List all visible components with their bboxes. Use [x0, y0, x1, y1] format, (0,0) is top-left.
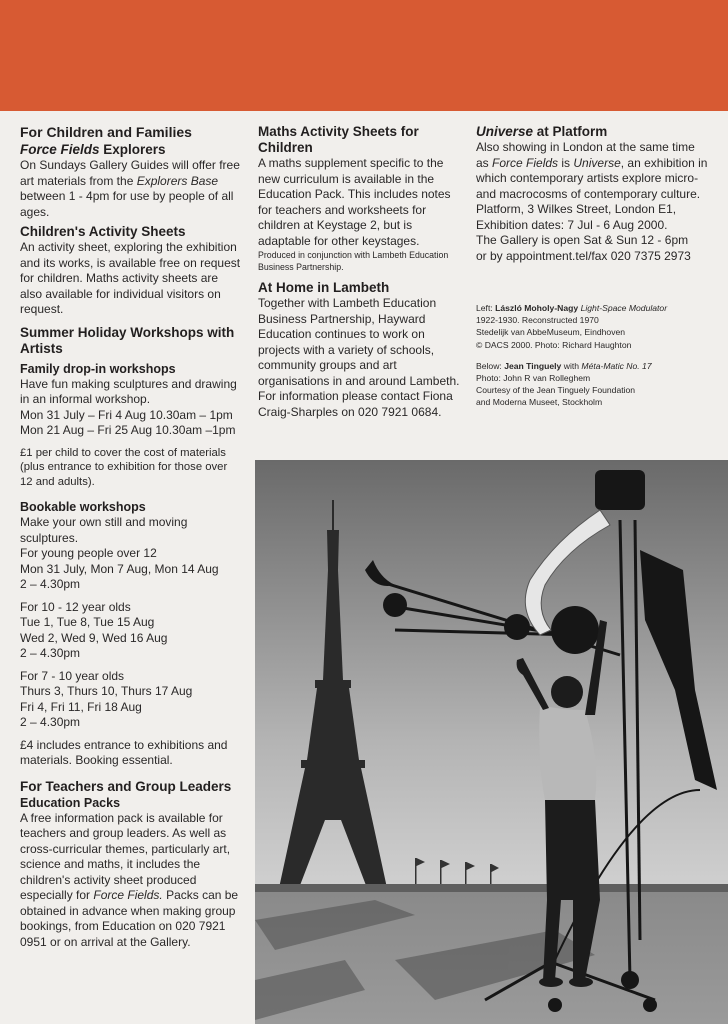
family-dates-2: Mon 21 Aug – Fri 25 Aug 10.30am –1pm: [20, 423, 236, 437]
age-10-12-time: 2 – 4.30pm: [20, 646, 81, 660]
photo-eiffel-tower-tinguely: [255, 460, 728, 1024]
header-color-band: [0, 0, 728, 111]
family-drop-in-text: Have fun making sculptures and drawing in an informal workshop.: [20, 376, 237, 406]
lambeth-text: Together with Lambeth Education Business Partnership, Hayward Education continues to work on projects with a variety of schools, community groups and art organisations in and around Lambeth. For information please contact Fiona Craig-Sharples on 020 7921 0684.: [258, 296, 460, 419]
young-people-dates: Mon 31 July, Mon 7 Aug, Mon 14 Aug: [20, 561, 219, 576]
heading-children-families: For Children and Families: [20, 124, 192, 140]
caption-moholy-nagy: Left: László Moholy-Nagy Light-Space Modulator 1922-1930. Reconstructed 1970 Stedelijk van AbbeMuseum, Eindhoven © DACS 2000. Photo: Richard Haughton: [476, 303, 668, 350]
age-10-12-dates-1: Tue 1, Tue 8, Tue 15 Aug: [20, 615, 155, 629]
column-children-families: [20, 124, 242, 950]
heading-teachers: For Teachers and Group Leaders: [20, 778, 232, 794]
young-people-label: For young people over 12: [20, 546, 157, 560]
subheading-education-packs: Education Packs: [20, 795, 121, 810]
maths-sheets-credit: Produced in conjunction with Lambeth Education Business Partnership.: [258, 250, 449, 273]
family-price: £1 per child to cover the cost of materials (plus entrance to exhibition for those over 12 and adults).: [20, 446, 228, 488]
age-10-12-label: For 10 - 12 year olds: [20, 599, 131, 614]
activity-sheets-text: An activity sheet, exploring the exhibition and its works, is available free on request for children. Maths activity sheets are also available for individual visitors on request.: [20, 240, 241, 316]
heading-maths-sheets: Maths Activity Sheets for Children: [258, 124, 419, 155]
subheading-explorers: Force Fields Explorers: [20, 142, 166, 157]
universe-address: Platform, 3 Wilkes Street, London E1,: [476, 202, 677, 216]
heading-activity-sheets: Children's Activity Sheets: [20, 224, 186, 239]
explorers-text: On Sundays Gallery Guides will offer free art materials from the Explorers Base between 1 - 4pm for use by people of all ages.: [20, 158, 240, 219]
universe-dates: Exhibition dates: 7 Jul - 6 Aug 2000.: [476, 217, 668, 232]
age-7-10-time: 2 – 4.30pm: [20, 715, 81, 729]
universe-opening: The Gallery is open Sat & Sun 12 - 6pm: [476, 233, 689, 247]
age-7-10-label: For 7 - 10 year olds: [20, 668, 125, 683]
age-10-12-dates-2: Wed 2, Wed 9, Wed 16 Aug: [20, 630, 168, 645]
subheading-bookable: Bookable workshops: [20, 500, 146, 514]
universe-text: Also showing in London at the same time as Force Fields is Universe, an exhibition in which contemporary artists explore micro- and macrocosms of contemporary culture.: [476, 140, 708, 201]
heading-at-home-lambeth: At Home in Lambeth: [258, 280, 390, 296]
family-dates-1: Mon 31 July – Fri 4 Aug 10.30am – 1pm: [20, 407, 233, 422]
maths-sheets-text: A maths supplement specific to the new curriculum is available in the Education Pack. This includes notes for teachers and worksheets for children at Keystage 2, but is adaptable for other keystages.: [258, 156, 451, 248]
caption-tinguely: Below: Jean Tinguely with Méta-Matic No. 17 Photo: John R van Rolleghem Courtesy of the Jean Tinguely Foundation and Moderna Museet, Stockholm: [476, 360, 652, 408]
heading-universe: Universe at Platform: [476, 124, 608, 139]
young-people-time: 2 – 4.30pm: [20, 577, 81, 591]
education-packs-text: A free information pack is available for teachers and group leaders. As well as cross-curricular themes, particularly art, science and maths, it includes the children's activity sheet produced especially for Force Fields. Packs can be obtained in advance when making group bookings, from Education on 020 7921 0951 or on arrival at the Gallery.: [20, 810, 239, 949]
age-7-10-dates-2: Fri 4, Fri 11, Fri 18 Aug: [20, 699, 142, 714]
column-universe: [476, 124, 710, 409]
column-maths-lambeth: [258, 124, 466, 420]
heading-summer-workshops: Summer Holiday Workshops with Artists: [20, 324, 235, 356]
subheading-family-drop-in: Family drop-in workshops: [20, 361, 176, 376]
age-7-10-dates-1: Thurs 3, Thurs 10, Thurs 17 Aug: [20, 684, 193, 698]
bookable-price: £4 includes entrance to exhibitions and materials. Booking essential.: [20, 737, 228, 767]
universe-contact: or by appointment.tel/fax 020 7375 2973: [476, 248, 691, 263]
bookable-text: Make your own still and moving sculptures.: [20, 515, 188, 545]
